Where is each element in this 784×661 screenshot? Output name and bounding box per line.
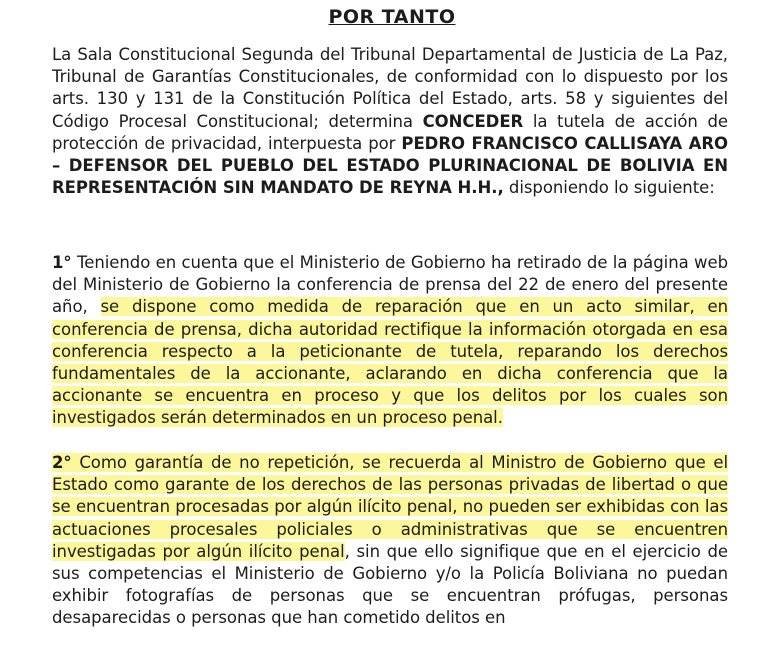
item-1-number: 1° [52, 253, 72, 272]
intro-text-2: la tutela de acción de protección de privacidad, interpuesta por [52, 111, 728, 153]
petitioner-name: PEDRO FRANCISCO CALLISAYA ARO – DEFENSOR DEL PUEBLO DEL ESTADO PLURINACIONAL DE BOLIVIA EN REPRESENTACIÓN SIN MANDATO DE REYNA H.H., [52, 133, 728, 198]
item-1-text: Teniendo en cuenta que el Ministerio de Gobierno ha retirado de la página web del Ministerio de Gobierno la conferencia de prensa del 22 de enero del presente año, [52, 253, 728, 317]
item-1-highlighted-text: se dispone como medida de reparación que en un acto similar, en conferencia de prensa, dicha autoridad rectifique la información otorgada en esa conferencia respecto a la peticionante de tutela, reparando los derechos fundamentales de la accionante, aclarando en dicha conferencia que la accionante se encuentra en proceso y que los delitos por los cuales son investigados serán determinados en un proceso penal. [52, 297, 728, 428]
item-2-highlighted-text: Como garantía de no repetición, se recuerda al Ministro de Gobierno que el Estado como garante de los derechos de las personas privadas de libertad o que se encuentran procesadas por algún ilícito penal, no pueden ser exhibidas con las actuaciones procesales policiales o administrativas que se encuentren investigadas por algún ilícito penal [52, 453, 728, 561]
item-2-number: 2° [52, 453, 72, 472]
concede-verdict: CONCEDER [422, 111, 524, 131]
item-1-paragraph [52, 252, 728, 430]
intro-text-3: disponiendo lo siguiente: [503, 178, 715, 198]
item-2-text: , sin que ello signifique que en el ejercicio de sus competencias el Ministerio de Gobierno y/o la Policía Boliviana no puedan exhibir fotografías de personas que se encuentran prófugas, personas desaparecidas o personas que han cometido delitos en [52, 541, 729, 628]
intro-paragraph [52, 44, 728, 199]
intro-text-1: La Sala Constitucional Segunda del Tribunal Departamental de Justicia de La Paz, Tribunal de Garantías Constitucionales, de conformidad con lo dispuesto por los arts. 130 y 131 de la Constitución Política del Estado, arts. 58 y siguientes del Código Procesal Constitucional; determina [52, 45, 728, 131]
section-heading: POR TANTO [328, 6, 456, 28]
item-2-paragraph [52, 452, 728, 630]
